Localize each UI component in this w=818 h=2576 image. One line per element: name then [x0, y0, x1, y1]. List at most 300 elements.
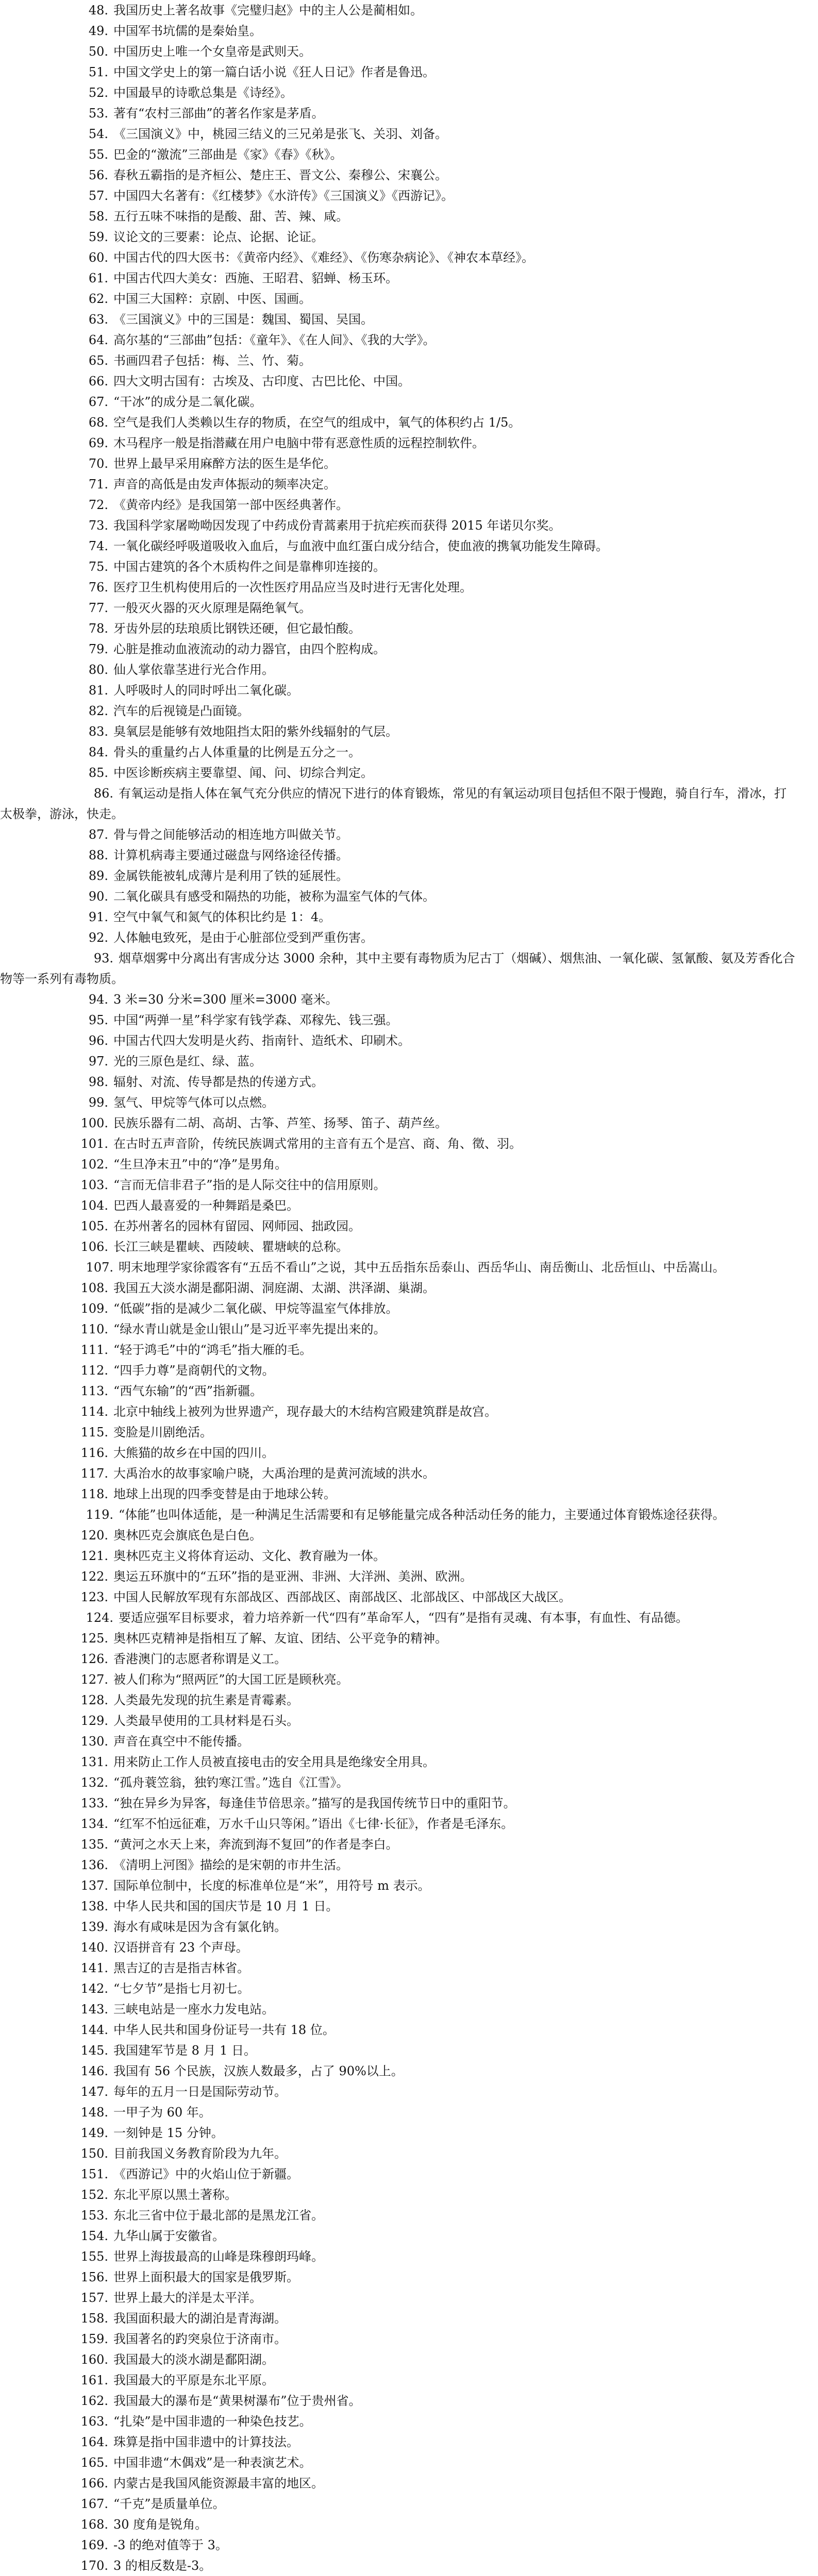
item-number: 140.: [80, 1940, 108, 1955]
item-text: 变脸是川剧绝活。: [113, 1425, 212, 1439]
item-text: 一甲子为 60 年。: [113, 2105, 211, 2120]
item-text: 汉语拼音有 23 个声母。: [113, 1940, 248, 1955]
item-number: 73.: [88, 518, 108, 533]
item-number: 63.: [88, 312, 108, 327]
item-text: 人呼吸时人的同时呼出二氧化碳。: [113, 683, 299, 698]
list-item: [0, 2081, 797, 2102]
item-text: 目前我国义务教育阶段为九年。: [113, 2146, 287, 2161]
item-text: 巴金的“激流”三部曲是《家》《春》《秋》。: [113, 147, 343, 162]
list-item: [0, 124, 797, 144]
item-text: 奥林匹克主义将体育运动、文化、教育融为一体。: [113, 1549, 386, 1563]
list-item: [0, 2246, 797, 2267]
item-text: 每年的五月一日是国际劳动节。: [113, 2084, 287, 2099]
list-item: [0, 1133, 797, 1154]
item-text: 海水有咸味是因为含有氯化钠。: [113, 1920, 287, 1934]
list-item: [0, 1793, 797, 1814]
list-item: [0, 2020, 797, 2040]
list-item: [0, 598, 797, 618]
item-text: 世界上海拔最高的山峰是珠穆朗玛峰。: [113, 2249, 324, 2264]
item-number: 127.: [80, 1672, 108, 1687]
list-item: [0, 1896, 797, 1917]
list-item: [0, 1257, 797, 1278]
item-number: 80.: [88, 663, 108, 677]
item-text: 五行五味不味指的是酸、甜、苦、辣、咸。: [113, 209, 348, 224]
list-item: [0, 2164, 797, 2184]
item-text: 中华人民共和国身份证号一共有 18 位。: [113, 2023, 335, 2037]
list-item: [0, 1937, 797, 1958]
list-item: [0, 2411, 797, 2432]
item-number: 94.: [88, 992, 108, 1007]
list-item: [0, 247, 797, 268]
item-number: 98.: [88, 1075, 108, 1089]
list-item: [0, 392, 797, 412]
list-item: [0, 2205, 797, 2226]
item-number: 79.: [88, 642, 108, 656]
item-number: 105.: [80, 1219, 108, 1233]
list-item: [0, 577, 797, 598]
item-text: “七夕节”是指七月初七。: [113, 1981, 250, 1996]
item-text: “轻于鸿毛”中的“鸿毛”指大雁的毛。: [113, 1343, 312, 1357]
list-item: [0, 495, 797, 515]
item-text: 有氧运动是指人体在氧气充分供应的情况下进行的体育锻炼，常见的有氧运动项目包括但不限于慢跑，骑自行车，滑冰，打太极拳，游泳，快走。: [0, 786, 787, 821]
item-text: “西气东输”的“西”指新疆。: [113, 1384, 263, 1398]
list-item: [0, 1752, 797, 1772]
item-text: 辐射、对流、传导都是热的传递方式。: [113, 1075, 324, 1089]
item-number: 159.: [80, 2332, 108, 2346]
list-item: [0, 1010, 797, 1030]
list-item: [0, 2473, 797, 2494]
item-number: 84.: [88, 745, 108, 759]
list-item: [0, 1195, 797, 1216]
list-item: [0, 989, 797, 1010]
item-text: 奥运五环旗中的“五环”指的是亚洲、非洲、大洋洲、美洲、欧洲。: [113, 1569, 473, 1584]
list-item: [0, 82, 797, 103]
list-item: [0, 309, 797, 330]
item-number: 54.: [88, 127, 108, 141]
list-item: [0, 1463, 797, 1484]
item-text: 牙齿外层的珐琅质比钢铁还硬，但它最怕酸。: [113, 621, 361, 636]
list-item: [0, 2555, 797, 2576]
item-text: 3 的相反数是-3。: [113, 2558, 212, 2573]
item-number: 74.: [88, 539, 108, 553]
item-text: 空气是我们人类赖以生存的物质，在空气的组成中，氧气的体积约占 1/5。: [113, 415, 521, 430]
list-item: [0, 103, 797, 124]
item-text: 奥林匹克精神是指相互了解、友谊、团结、公平竞争的精神。: [113, 1631, 447, 1646]
item-number: 130.: [80, 1734, 108, 1749]
item-number: 121.: [80, 1549, 108, 1563]
item-text: “孤舟蓑笠翁，独钓寒江雪。”选自《江雪》。: [113, 1775, 349, 1790]
item-text: 奥林匹克会旗底色是白色。: [113, 1528, 262, 1543]
item-text: 《黄帝内经》是我国第一部中医经典著作。: [113, 498, 348, 512]
item-number: 103.: [80, 1178, 108, 1192]
list-item: [0, 1546, 797, 1566]
list-item: [0, 227, 797, 247]
item-text: 四大文明古国有：古埃及、古印度、古巴比伦、中国。: [113, 374, 410, 388]
item-text: “扎染”是中国非遗的一种染色技艺。: [113, 2414, 312, 2429]
item-number: 139.: [80, 1920, 108, 1934]
item-text: 空气中氧气和氮气的体积比约是 1：4。: [113, 910, 331, 924]
item-number: 93.: [93, 951, 113, 965]
item-number: 72.: [88, 498, 108, 512]
list-item: [0, 412, 797, 433]
item-text: 我国著名的趵突泉位于济南市。: [113, 2332, 287, 2346]
list-item: [0, 2370, 797, 2391]
item-number: 59.: [88, 230, 108, 244]
item-number: 57.: [88, 189, 108, 203]
item-text: 我国面积最大的湖泊是青海湖。: [113, 2311, 287, 2326]
item-number: 150.: [80, 2146, 108, 2161]
item-text: 二氧化碳具有感受和隔热的功能，被称为温室气体的气体。: [113, 889, 435, 904]
item-number: 153.: [80, 2208, 108, 2223]
list-item: [0, 536, 797, 556]
item-text: 医疗卫生机构使用后的一次性医疗用品应当及时进行无害化处理。: [113, 580, 472, 595]
list-item: [0, 1092, 797, 1113]
item-text: 人类最先发现的抗生素是青霉素。: [113, 1693, 299, 1707]
item-number: 147.: [80, 2084, 108, 2099]
list-item: [0, 2349, 797, 2370]
list-item: [0, 1875, 797, 1896]
item-number: 135.: [80, 1837, 108, 1852]
item-number: 76.: [88, 580, 108, 595]
item-number: 163.: [80, 2414, 108, 2429]
item-number: 168.: [80, 2517, 108, 2532]
item-number: 129.: [80, 1714, 108, 1728]
list-item: [0, 1051, 797, 1072]
list-item: [0, 1298, 797, 1319]
item-number: 64.: [88, 333, 108, 347]
item-number: 137.: [80, 1878, 108, 1893]
item-text: 氢气、甲烷等气体可以点燃。: [113, 1095, 274, 1110]
item-number: 95.: [88, 1013, 108, 1027]
list-item: [0, 2452, 797, 2473]
list-item: [0, 289, 797, 309]
list-item: [0, 330, 797, 350]
item-number: 116.: [80, 1446, 108, 1460]
item-number: 151.: [80, 2167, 108, 2181]
list-item: [0, 1340, 797, 1360]
item-text: “千克”是质量单位。: [113, 2497, 225, 2511]
list-item: [0, 1690, 797, 1710]
list-item: [0, 2184, 797, 2205]
item-text: 民族乐器有二胡、高胡、古筝、芦笙、扬琴、笛子、葫芦丝。: [113, 1116, 447, 1130]
item-number: 92.: [88, 930, 108, 945]
item-number: 156.: [80, 2270, 108, 2284]
item-text: 被人们称为“照两匠”的大国工匠是顾秋亮。: [113, 1672, 349, 1687]
list-item: [0, 1030, 797, 1051]
item-text: 中国“两弹一星”科学家有钱学森、邓稼先、钱三强。: [113, 1013, 398, 1027]
item-text: 巴西人最喜爱的一种舞蹈是桑巴。: [113, 1198, 299, 1213]
list-item: [0, 948, 797, 989]
list-item: [0, 453, 797, 474]
item-number: 125.: [80, 1631, 108, 1646]
item-text: 我国五大淡水湖是鄱阳湖、洞庭湖、太湖、洪泽湖、巢湖。: [113, 1281, 435, 1295]
list-item: [0, 866, 797, 886]
item-number: 55.: [88, 147, 108, 162]
item-number: 87.: [88, 827, 108, 842]
item-number: 123.: [80, 1590, 108, 1604]
item-number: 97.: [88, 1054, 108, 1069]
item-number: 166.: [80, 2476, 108, 2490]
item-text: 中国文学史上的第一篇白话小说《狂人日记》作者是鲁迅。: [113, 65, 435, 79]
item-text: 世界上最早采用麻醉方法的医生是华佗。: [113, 456, 336, 471]
item-number: 65.: [88, 353, 108, 368]
list-item: [0, 659, 797, 680]
item-number: 90.: [88, 889, 108, 904]
list-item: [0, 1669, 797, 1690]
item-number: 138.: [80, 1899, 108, 1913]
item-text: 一刻钟是 15 分钟。: [113, 2126, 224, 2140]
item-text: 中华人民共和国的国庆节是 10 月 1 日。: [113, 1899, 339, 1913]
item-text: 人体触电致死，是由于心脏部位受到严重伤害。: [113, 930, 373, 945]
item-number: 107.: [86, 1260, 113, 1275]
item-text: 香港澳门的志愿者称谓是义工。: [113, 1652, 287, 1666]
list-item: [0, 515, 797, 536]
list-item: [0, 1443, 797, 1463]
list-item: [0, 2329, 797, 2349]
item-number: 110.: [80, 1322, 108, 1336]
list-item: [0, 1772, 797, 1793]
list-item: [0, 165, 797, 185]
list-item: [0, 618, 797, 639]
item-text: “言而无信非君子”指的是人际交往中的信用原则。: [113, 1178, 386, 1192]
list-item: [0, 701, 797, 721]
list-item: [0, 2514, 797, 2535]
item-number: 120.: [80, 1528, 108, 1543]
item-number: 61.: [88, 271, 108, 285]
item-text: “独在异乡为异客，每逢佳节倍思亲。”描写的是我国传统节日中的重阳节。: [113, 1796, 516, 1810]
item-number: 124.: [86, 1611, 113, 1625]
list-item: [0, 350, 797, 371]
item-number: 152.: [80, 2188, 108, 2202]
item-number: 62.: [88, 292, 108, 306]
item-number: 169.: [80, 2538, 108, 2552]
item-number: 49.: [88, 24, 108, 38]
item-number: 118.: [80, 1487, 108, 1501]
item-number: 114.: [80, 1404, 108, 1419]
item-number: 165.: [80, 2455, 108, 2470]
item-text: 国际单位制中，长度的标准单位是“米”，用符号 m 表示。: [113, 1878, 430, 1893]
item-number: 136.: [80, 1858, 108, 1872]
item-number: 85.: [88, 766, 108, 780]
item-text: 三峡电站是一座水力发电站。: [113, 2002, 274, 2016]
list-item: [0, 185, 797, 206]
item-text: 在苏州著名的园林有留园、网师园、拙政园。: [113, 1219, 361, 1233]
list-item: [0, 2267, 797, 2287]
item-number: 91.: [88, 910, 108, 924]
item-number: 134.: [80, 1817, 108, 1831]
item-text: 臭氧层是能够有效地阻挡太阳的紫外线辐射的气层。: [113, 724, 398, 739]
item-number: 66.: [88, 374, 108, 388]
item-number: 106.: [80, 1240, 108, 1254]
item-text: 中国古建筑的各个木质构件之间是靠榫卯连接的。: [113, 560, 386, 574]
list-item: [0, 1999, 797, 2020]
item-text: 中国非遗“木偶戏”是一种表演艺术。: [113, 2455, 312, 2470]
item-number: 56.: [88, 168, 108, 182]
item-number: 158.: [80, 2311, 108, 2326]
item-number: 50.: [88, 44, 108, 59]
item-text: 我国科学家屠呦呦因发现了中药成份青蒿素用于抗疟疾而获得 2015 年诺贝尔奖。: [113, 518, 561, 533]
item-text: 黑吉辽的吉是指吉林省。: [113, 1961, 249, 1975]
item-number: 102.: [80, 1157, 108, 1172]
list-item: [0, 371, 797, 392]
item-number: 99.: [88, 1095, 108, 1110]
item-text: 在古时五声音阶，传统民族调式常用的主音有五个是宫、商、角、徵、羽。: [113, 1137, 522, 1151]
item-number: 67.: [88, 395, 108, 409]
item-text: 3 米=30 分米=300 厘米=3000 毫米。: [113, 992, 338, 1007]
item-text: 我国建军节是 8 月 1 日。: [113, 2043, 257, 2058]
list-item: [0, 1587, 797, 1607]
item-text: 地球上出现的四季变替是由于地球公转。: [113, 1487, 336, 1501]
item-text: 中国三大国粹：京剧、中医、国画。: [113, 292, 311, 306]
item-text: 用来防止工作人员被直接电击的安全用具是绝缘安全用具。: [113, 1755, 435, 1769]
list-item: [0, 2432, 797, 2452]
list-item: [0, 1525, 797, 1546]
item-number: 51.: [88, 65, 108, 79]
item-text: 中国古代四大美女：西施、王昭君、貂蝉、杨玉环。: [113, 271, 398, 285]
list-item: [0, 1958, 797, 1978]
item-number: 143.: [80, 2002, 108, 2016]
list-item: [0, 2308, 797, 2329]
item-number: 131.: [80, 1755, 108, 1769]
item-number: 144.: [80, 2023, 108, 2037]
item-text: 一氧化碳经呼吸道吸收入血后，与血液中血红蛋白成分结合，使血液的携氧功能发生障碍。: [113, 539, 608, 553]
list-item: [0, 0, 797, 21]
list-item: [0, 1401, 797, 1422]
item-text: 声音在真空中不能传播。: [113, 1734, 249, 1749]
item-text: 东北平原以黑土著称。: [113, 2188, 237, 2202]
item-number: 141.: [80, 1961, 108, 1975]
list-item: [0, 2494, 797, 2514]
item-text: 中国最早的诗歌总集是《诗经》。: [113, 86, 293, 100]
item-text: 春秋五霸指的是齐桓公、楚庄王、晋文公、秦穆公、宋襄公。: [113, 168, 447, 182]
list-item: [0, 2287, 797, 2308]
item-number: 69.: [88, 436, 108, 450]
list-item: [0, 907, 797, 927]
list-item: [0, 556, 797, 577]
item-text: 《三国演义》中，桃园三结义的三兄弟是张飞、关羽、刘备。: [113, 127, 447, 141]
item-number: 164.: [80, 2435, 108, 2449]
item-text: 计算机病毒主要通过磁盘与网络途径传播。: [113, 848, 348, 862]
item-text: 明末地理学家徐霞客有“五岳不看山”之说，其中五岳指东岳泰山、西岳华山、南岳衡山、北岳恒山、中岳嵩山。: [119, 1260, 725, 1275]
list-item: [0, 1504, 797, 1525]
item-text: 我国最大的淡水湖是鄱阳湖。: [113, 2352, 274, 2367]
item-text: 中国历史上唯一个女皇帝是武则天。: [113, 44, 311, 59]
list-item: [0, 2535, 797, 2555]
list-item: [0, 1814, 797, 1834]
item-number: 68.: [88, 415, 108, 430]
list-item: [0, 1628, 797, 1649]
item-number: 149.: [80, 2126, 108, 2140]
list-item: [0, 1917, 797, 1937]
item-number: 109.: [80, 1301, 108, 1316]
item-text: 骨与骨之间能够活动的相连地方叫做关节。: [113, 827, 348, 842]
item-number: 160.: [80, 2352, 108, 2367]
list-item: [0, 1710, 797, 1731]
item-text: 要适应强军目标要求，着力培养新一代“四有”革命军人，“四有”是指有灵魂、有本事，有血性、有品德。: [119, 1611, 689, 1625]
item-text: 心脏是推动血液流动的动力器官，由四个腔构成。: [113, 642, 386, 656]
list-item: [0, 783, 797, 824]
list-item: [0, 1855, 797, 1875]
list-item: [0, 206, 797, 227]
list-item: [0, 2391, 797, 2411]
list-item: [0, 927, 797, 948]
list-item: [0, 1607, 797, 1628]
item-number: 112.: [80, 1363, 108, 1378]
item-text: “低碳”指的是减少二氧化碳、甲烷等温室气体排放。: [113, 1301, 398, 1316]
item-number: 154.: [80, 2229, 108, 2243]
list-item: [0, 2061, 797, 2081]
list-item: [0, 824, 797, 845]
item-text: 书画四君子包括：梅、兰、竹、菊。: [113, 353, 311, 368]
list-item: [0, 721, 797, 742]
list-item: [0, 1649, 797, 1669]
item-text: 中国古代四大发明是火药、指南针、造纸术、印刷术。: [113, 1033, 410, 1048]
list-item: [0, 680, 797, 701]
list-item: [0, 1072, 797, 1092]
item-text: 高尔基的“三部曲”包括：《童年》、《在人间》、《我的大学》。: [113, 333, 436, 347]
list-item: [0, 1834, 797, 1855]
item-number: 83.: [88, 724, 108, 739]
list-item: [0, 62, 797, 82]
item-text: “四手力尊”是商朝代的文物。: [113, 1363, 275, 1378]
list-item: [0, 1566, 797, 1587]
item-text: “红军不怕远征难，万水千山只等闲。”语出《七律·长征》，作者是毛泽东。: [113, 1817, 514, 1831]
list-item: [0, 1422, 797, 1443]
item-text: 九华山属于安徽省。: [113, 2229, 225, 2243]
item-text: 北京中轴线上被列为世界遗产，现存最大的木结构宫殿建筑群是故宫。: [113, 1404, 497, 1419]
item-number: 161.: [80, 2373, 108, 2387]
item-text: 中国四大名著有：《红楼梦》《水浒传》《三国演义》《西游记》。: [113, 189, 454, 203]
item-number: 157.: [80, 2291, 108, 2305]
item-text: 珠算是指中国非遗中的计算技法。: [113, 2435, 299, 2449]
item-number: 52.: [88, 86, 108, 100]
item-text: 内蒙古是我国风能资源最丰富的地区。: [113, 2476, 324, 2490]
item-text: 人类最早使用的工具材料是石头。: [113, 1714, 299, 1728]
item-text: “干冰”的成分是二氧化碳。: [113, 395, 262, 409]
item-number: 148.: [80, 2105, 108, 2120]
list-item: [0, 144, 797, 165]
list-item: [0, 433, 797, 453]
item-text: 声音的高低是由发声体振动的频率决定。: [113, 477, 336, 492]
item-number: 48.: [88, 3, 108, 18]
item-number: 115.: [80, 1425, 108, 1439]
list-item: [0, 1731, 797, 1752]
list-item: [0, 474, 797, 495]
list-item: [0, 639, 797, 659]
item-text: 我国历史上著名故事《完璧归赵》中的主人公是蔺相如。: [113, 3, 423, 18]
list-item: [0, 1319, 797, 1340]
item-number: 146.: [80, 2064, 108, 2078]
item-text: 中国军书坑儒的是秦始皇。: [113, 24, 262, 38]
item-number: 133.: [80, 1796, 108, 1810]
item-text: 中国古代的四大医书：《黄帝内经》、《难经》、《伤寒杂病论》、《神农本草经》。: [113, 250, 534, 265]
list-item: [0, 2226, 797, 2246]
item-number: 78.: [88, 621, 108, 636]
list-item: [0, 1236, 797, 1257]
item-text: 大熊猫的故乡在中国的四川。: [113, 1446, 274, 1460]
item-text: “黄河之水天上来，奔流到海不复回”的作者是李白。: [113, 1837, 398, 1852]
item-text: 世界上最大的洋是太平洋。: [113, 2291, 262, 2305]
item-number: 81.: [88, 683, 108, 698]
item-text: 30 度角是锐角。: [113, 2517, 208, 2532]
item-text: 著有“农村三部曲”的著名作家是茅盾。: [113, 106, 324, 121]
item-text: “绿水青山就是金山银山”是习近平率先提出来的。: [113, 1322, 386, 1336]
list-item: [0, 1978, 797, 1999]
list-item: [0, 845, 797, 866]
item-number: 96.: [88, 1033, 108, 1048]
item-number: 100.: [80, 1116, 108, 1130]
item-number: 58.: [88, 209, 108, 224]
